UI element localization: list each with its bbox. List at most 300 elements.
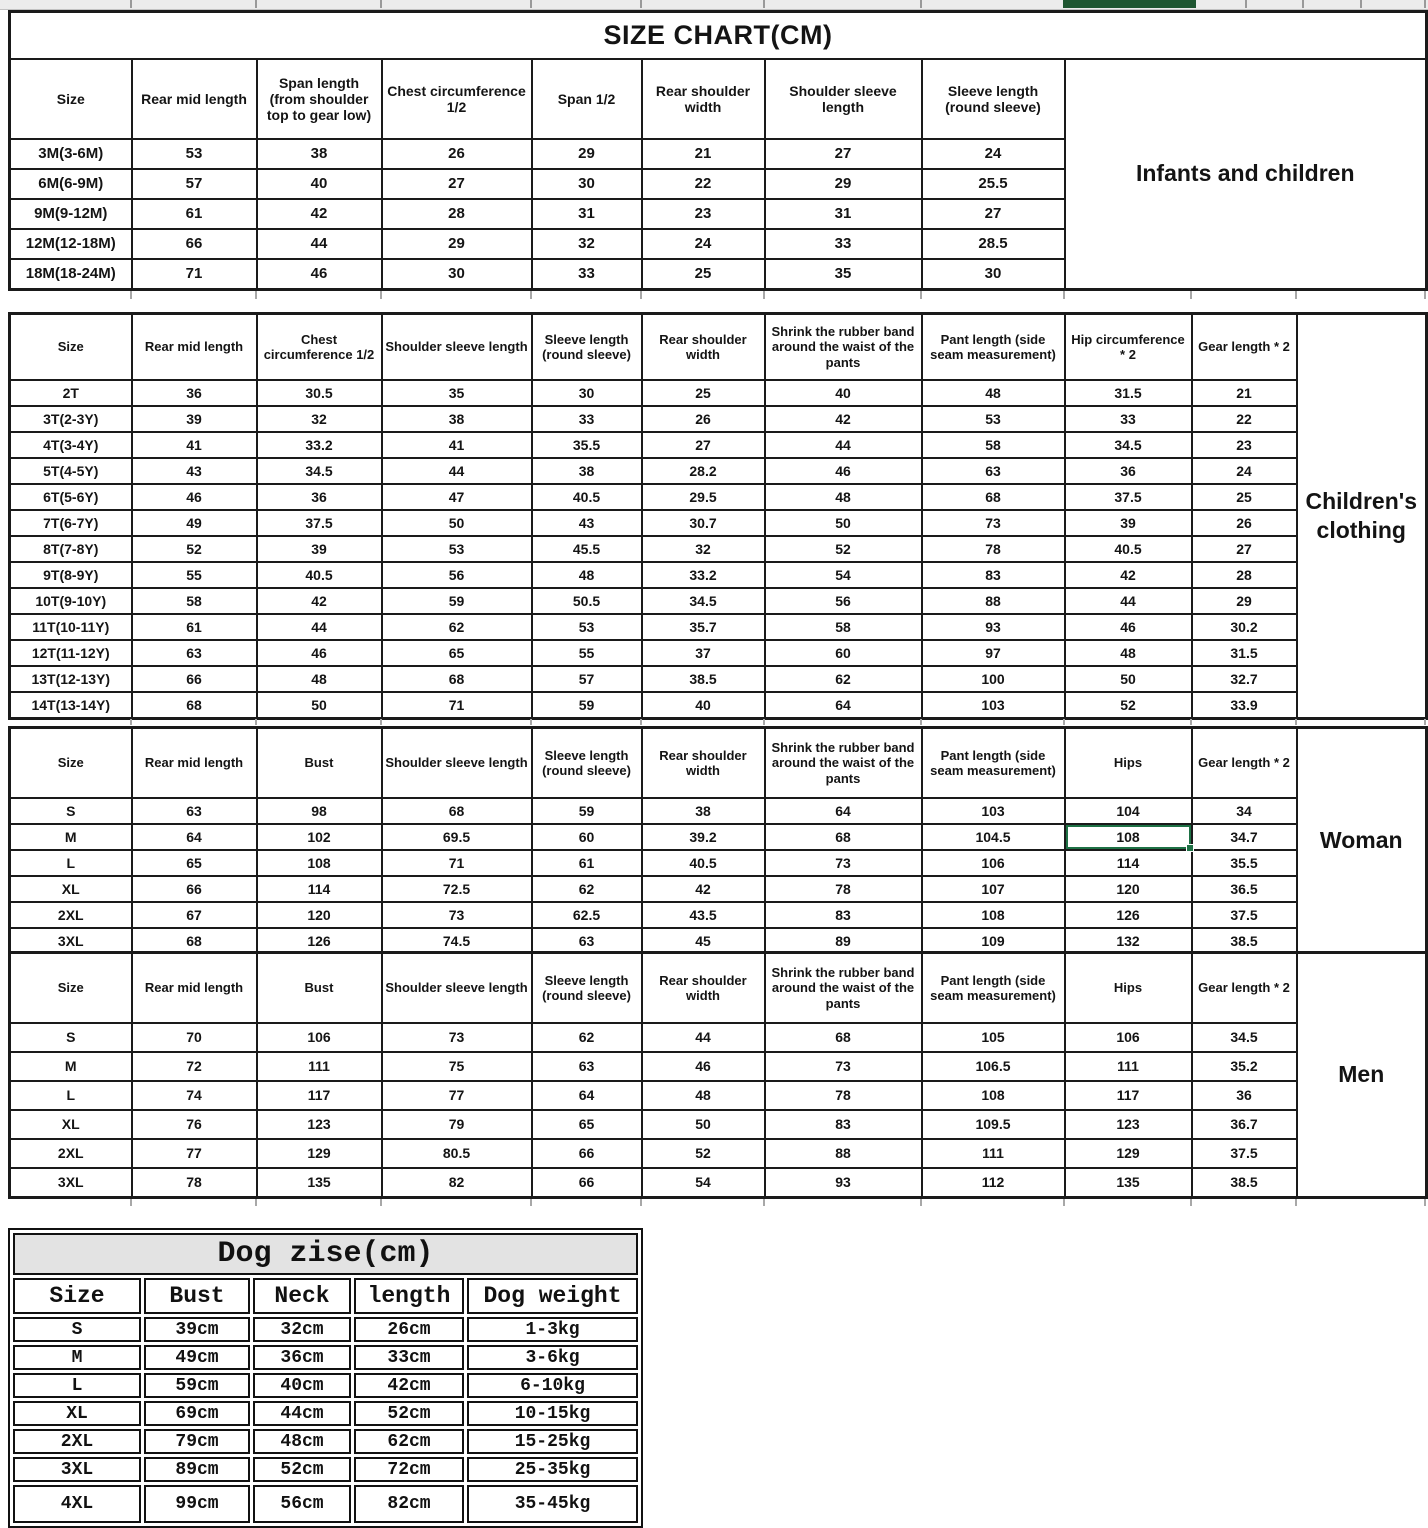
value-cell: 68 — [132, 692, 257, 718]
value-cell: 106.5 — [922, 1052, 1065, 1081]
value-cell: 68 — [765, 824, 922, 850]
value-cell: 46 — [765, 458, 922, 484]
value-cell: 52 — [1065, 692, 1192, 718]
value-cell: 40.5 — [532, 484, 642, 510]
value-cell: 26 — [382, 139, 532, 169]
value-cell: 47 — [382, 484, 532, 510]
size-cell: 8T(7-8Y) — [10, 536, 132, 562]
value-cell: 33.2 — [257, 432, 382, 458]
value-cell: 78 — [765, 876, 922, 902]
size-cell: L — [10, 1081, 132, 1110]
value-cell: 33 — [1065, 406, 1192, 432]
value-cell: 65 — [132, 850, 257, 876]
grid-tick — [1245, 0, 1247, 8]
grid-tick — [530, 291, 532, 299]
size-cell: S — [13, 1317, 141, 1342]
column-header: Pant length (side seam measurement) — [922, 314, 1065, 381]
value-cell: 66 — [132, 876, 257, 902]
size-cell: 3XL — [10, 928, 132, 954]
value-cell: 112 — [922, 1168, 1065, 1197]
value-cell: 63 — [132, 640, 257, 666]
value-cell: 50 — [642, 1110, 765, 1139]
selected-cell: 108 — [1065, 824, 1192, 850]
column-header: Shoulder sleeve length — [382, 953, 532, 1024]
value-cell: 35-45kg — [467, 1485, 638, 1523]
value-cell: 83 — [765, 1110, 922, 1139]
value-cell: 74 — [132, 1081, 257, 1110]
grid-tick — [763, 719, 765, 725]
value-cell: 29 — [765, 169, 922, 199]
value-cell: 123 — [257, 1110, 382, 1139]
column-header: Hips — [1065, 953, 1192, 1024]
grid-tick — [530, 1199, 532, 1206]
value-cell: 25 — [642, 380, 765, 406]
value-cell: 43.5 — [642, 902, 765, 928]
value-cell: 63 — [132, 798, 257, 824]
column-header: Shrink the rubber band around the waist of the pants — [765, 953, 922, 1024]
grid-tick — [1063, 719, 1065, 725]
value-cell: 114 — [257, 876, 382, 902]
value-cell: 40 — [765, 380, 922, 406]
size-cell: S — [10, 798, 132, 824]
value-cell: 89 — [765, 928, 922, 954]
value-cell: 103 — [922, 692, 1065, 718]
value-cell: 30 — [532, 380, 642, 406]
value-cell: 26 — [1192, 510, 1297, 536]
size-cell: L — [10, 850, 132, 876]
value-cell: 41 — [382, 432, 532, 458]
size-cell: 5T(4-5Y) — [10, 458, 132, 484]
value-cell: 54 — [765, 562, 922, 588]
value-cell: 44cm — [253, 1401, 351, 1426]
column-header: Bust — [257, 953, 382, 1024]
grid-tick — [1424, 719, 1426, 725]
column-header: Dog weight — [467, 1278, 638, 1314]
value-cell: 28 — [382, 199, 532, 229]
value-cell: 21 — [642, 139, 765, 169]
value-cell: 38.5 — [642, 666, 765, 692]
value-cell: 109 — [922, 928, 1065, 954]
value-cell: 28.5 — [922, 229, 1065, 259]
value-cell: 99cm — [144, 1485, 250, 1523]
column-header: Size — [13, 1278, 141, 1314]
value-cell: 52 — [132, 536, 257, 562]
grid-tick — [380, 1199, 382, 1206]
value-cell: 10-15kg — [467, 1401, 638, 1426]
column-header: Bust — [257, 728, 382, 799]
value-cell: 58 — [765, 614, 922, 640]
value-cell: 69.5 — [382, 824, 532, 850]
column-header: Rear shoulder width — [642, 59, 765, 139]
value-cell: 97 — [922, 640, 1065, 666]
value-cell: 70 — [132, 1023, 257, 1052]
value-cell: 106 — [257, 1023, 382, 1052]
size-cell: 2XL — [13, 1429, 141, 1454]
value-cell: 28 — [1192, 562, 1297, 588]
value-cell: 76 — [132, 1110, 257, 1139]
column-header: Neck — [253, 1278, 351, 1314]
value-cell: 65 — [532, 1110, 642, 1139]
value-cell: 35.7 — [642, 614, 765, 640]
value-cell: 79cm — [144, 1429, 250, 1454]
value-cell: 60 — [532, 824, 642, 850]
grid-tick — [640, 0, 642, 8]
value-cell: 64 — [765, 798, 922, 824]
value-cell: 24 — [642, 229, 765, 259]
value-cell: 35.5 — [1192, 850, 1297, 876]
value-cell: 126 — [1065, 902, 1192, 928]
value-cell: 22 — [642, 169, 765, 199]
value-cell: 27 — [765, 139, 922, 169]
value-cell: 40.5 — [642, 850, 765, 876]
column-header: Shrink the rubber band around the waist of the pants — [765, 728, 922, 799]
value-cell: 39.2 — [642, 824, 765, 850]
sheet-green-bar — [1063, 0, 1196, 8]
value-cell: 42 — [257, 199, 382, 229]
value-cell: 59 — [382, 588, 532, 614]
value-cell: 62 — [532, 1023, 642, 1052]
value-cell: 27 — [642, 432, 765, 458]
column-header: Shrink the rubber band around the waist of the pants — [765, 314, 922, 381]
value-cell: 33 — [532, 259, 642, 289]
value-cell: 44 — [1065, 588, 1192, 614]
grid-tick — [920, 291, 922, 299]
value-cell: 34.5 — [257, 458, 382, 484]
value-cell: 63 — [532, 928, 642, 954]
value-cell: 30.5 — [257, 380, 382, 406]
value-cell: 50 — [1065, 666, 1192, 692]
grid-tick — [640, 719, 642, 725]
value-cell: 54 — [642, 1168, 765, 1197]
value-cell: 83 — [765, 902, 922, 928]
value-cell: 77 — [382, 1081, 532, 1110]
grid-tick — [130, 291, 132, 299]
column-header: Size — [10, 59, 132, 139]
value-cell: 104.5 — [922, 824, 1065, 850]
value-cell: 106 — [922, 850, 1065, 876]
value-cell: 60 — [765, 640, 922, 666]
grid-tick — [1190, 1199, 1192, 1206]
column-header: Chest circumference 1/2 — [257, 314, 382, 381]
value-cell: 37.5 — [1192, 1139, 1297, 1168]
column-header: Hips — [1065, 728, 1192, 799]
value-cell: 40cm — [253, 1373, 351, 1398]
value-cell: 68 — [922, 484, 1065, 510]
value-cell: 71 — [132, 259, 257, 289]
value-cell: 49cm — [144, 1345, 250, 1370]
value-cell: 123 — [1065, 1110, 1192, 1139]
value-cell: 67 — [132, 902, 257, 928]
value-cell: 62 — [765, 666, 922, 692]
value-cell: 42cm — [354, 1373, 464, 1398]
value-cell: 52 — [765, 536, 922, 562]
value-cell: 111 — [922, 1139, 1065, 1168]
grid-tick — [640, 291, 642, 299]
value-cell: 111 — [1065, 1052, 1192, 1081]
value-cell: 135 — [1065, 1168, 1192, 1197]
spreadsheet-top-strip — [0, 0, 1428, 10]
value-cell: 120 — [257, 902, 382, 928]
value-cell: 48 — [642, 1081, 765, 1110]
value-cell: 31 — [532, 199, 642, 229]
size-cell: M — [13, 1345, 141, 1370]
grid-tick — [1295, 719, 1297, 725]
value-cell: 29 — [1192, 588, 1297, 614]
value-cell: 27 — [922, 199, 1065, 229]
size-cell: 9M(9-12M) — [10, 199, 132, 229]
column-header: Size — [10, 953, 132, 1024]
value-cell: 53 — [382, 536, 532, 562]
column-header: Hip circumference * 2 — [1065, 314, 1192, 381]
value-cell: 56 — [382, 562, 532, 588]
value-cell: 44 — [257, 614, 382, 640]
value-cell: 46 — [642, 1052, 765, 1081]
value-cell: 39 — [1065, 510, 1192, 536]
value-cell: 69cm — [144, 1401, 250, 1426]
value-cell: 39cm — [144, 1317, 250, 1342]
value-cell: 55 — [532, 640, 642, 666]
value-cell: 24 — [1192, 458, 1297, 484]
grid-tick — [530, 719, 532, 725]
value-cell: 52cm — [354, 1401, 464, 1426]
size-cell: 2T — [10, 380, 132, 406]
value-cell: 68 — [132, 928, 257, 954]
value-cell: 39 — [257, 536, 382, 562]
men-size-table — [8, 951, 1428, 1199]
column-header: Pant length (side seam measurement) — [922, 728, 1065, 799]
value-cell: 40.5 — [257, 562, 382, 588]
value-cell: 33.2 — [642, 562, 765, 588]
value-cell: 56 — [765, 588, 922, 614]
value-cell: 25 — [642, 259, 765, 289]
column-header: Rear mid length — [132, 314, 257, 381]
value-cell: 32cm — [253, 1317, 351, 1342]
grid-tick — [530, 0, 532, 8]
column-header: Gear length * 2 — [1192, 728, 1297, 799]
value-cell: 23 — [642, 199, 765, 229]
value-cell: 25 — [1192, 484, 1297, 510]
value-cell: 31.5 — [1192, 640, 1297, 666]
value-cell: 68 — [382, 798, 532, 824]
column-header: Gear length * 2 — [1192, 314, 1297, 381]
value-cell: 36.7 — [1192, 1110, 1297, 1139]
value-cell: 37.5 — [1192, 902, 1297, 928]
value-cell: 27 — [382, 169, 532, 199]
size-cell: XL — [10, 876, 132, 902]
value-cell: 32 — [642, 536, 765, 562]
value-cell: 129 — [257, 1139, 382, 1168]
grid-tick — [130, 719, 132, 725]
value-cell: 27 — [1192, 536, 1297, 562]
value-cell: 34.7 — [1192, 824, 1297, 850]
value-cell: 103 — [922, 798, 1065, 824]
value-cell: 57 — [532, 666, 642, 692]
value-cell: 33cm — [354, 1345, 464, 1370]
value-cell: 38 — [382, 406, 532, 432]
value-cell: 33 — [532, 406, 642, 432]
value-cell: 89cm — [144, 1457, 250, 1482]
size-cell: 4T(3-4Y) — [10, 432, 132, 458]
size-cell: 3T(2-3Y) — [10, 406, 132, 432]
value-cell: 68 — [382, 666, 532, 692]
table-title: Dog zise(cm) — [13, 1233, 638, 1275]
value-cell: 59 — [532, 798, 642, 824]
value-cell: 42 — [1065, 562, 1192, 588]
value-cell: 30 — [532, 169, 642, 199]
grid-tick — [1063, 291, 1065, 299]
value-cell: 64 — [765, 692, 922, 718]
value-cell: 78 — [765, 1081, 922, 1110]
value-cell: 36 — [1192, 1081, 1297, 1110]
value-cell: 36cm — [253, 1345, 351, 1370]
selection-fill-handle — [1186, 844, 1194, 852]
value-cell: 93 — [765, 1168, 922, 1197]
size-cell: XL — [10, 1110, 132, 1139]
size-cell: 2XL — [10, 902, 132, 928]
value-cell: 30 — [922, 259, 1065, 289]
column-header: Shoulder sleeve length — [382, 728, 532, 799]
value-cell: 38.5 — [1192, 1168, 1297, 1197]
grid-tick — [130, 0, 132, 8]
size-cell: 11T(10-11Y) — [10, 614, 132, 640]
size-cell: S — [10, 1023, 132, 1052]
grid-tick — [763, 1199, 765, 1206]
grid-tick — [255, 291, 257, 299]
column-header: Shoulder sleeve length — [382, 314, 532, 381]
value-cell: 36 — [257, 484, 382, 510]
column-header: Sleeve length (round sleeve) — [532, 953, 642, 1024]
column-header: length — [354, 1278, 464, 1314]
value-cell: 37 — [642, 640, 765, 666]
value-cell: 66 — [132, 229, 257, 259]
value-cell: 75 — [382, 1052, 532, 1081]
value-cell: 36 — [1065, 458, 1192, 484]
woman-size-table — [8, 726, 1428, 956]
value-cell: 48 — [1065, 640, 1192, 666]
value-cell: 50 — [765, 510, 922, 536]
value-cell: 108 — [922, 902, 1065, 928]
size-cell: 2XL — [10, 1139, 132, 1168]
value-cell: 52cm — [253, 1457, 351, 1482]
value-cell: 68 — [765, 1023, 922, 1052]
value-cell: 36 — [132, 380, 257, 406]
column-header: Pant length (side seam measurement) — [922, 953, 1065, 1024]
value-cell: 66 — [132, 666, 257, 692]
column-header: Rear mid length — [132, 728, 257, 799]
value-cell: 59 — [532, 692, 642, 718]
value-cell: 62cm — [354, 1429, 464, 1454]
value-cell: 34.5 — [642, 588, 765, 614]
value-cell: 56cm — [253, 1485, 351, 1523]
value-cell: 34 — [1192, 798, 1297, 824]
value-cell: 88 — [765, 1139, 922, 1168]
column-header: Rear shoulder width — [642, 728, 765, 799]
column-header: Rear mid length — [132, 59, 257, 139]
value-cell: 73 — [922, 510, 1065, 536]
value-cell: 126 — [257, 928, 382, 954]
value-cell: 30.7 — [642, 510, 765, 536]
grid-tick — [1424, 0, 1426, 8]
value-cell: 46 — [1065, 614, 1192, 640]
value-cell: 105 — [922, 1023, 1065, 1052]
group-label: Men — [1297, 953, 1427, 1198]
value-cell: 72cm — [354, 1457, 464, 1482]
grid-tick — [130, 1199, 132, 1206]
value-cell: 3-6kg — [467, 1345, 638, 1370]
size-cell: 3M(3-6M) — [10, 139, 132, 169]
value-cell: 73 — [382, 902, 532, 928]
value-cell: 34.5 — [1065, 432, 1192, 458]
size-cell: 9T(8-9Y) — [10, 562, 132, 588]
value-cell: 117 — [257, 1081, 382, 1110]
value-cell: 43 — [532, 510, 642, 536]
column-header: Chest circumference 1/2 — [382, 59, 532, 139]
value-cell: 53 — [922, 406, 1065, 432]
value-cell: 49 — [132, 510, 257, 536]
value-cell: 63 — [532, 1052, 642, 1081]
value-cell: 109.5 — [922, 1110, 1065, 1139]
size-cell: 13T(12-13Y) — [10, 666, 132, 692]
value-cell: 34.5 — [1192, 1023, 1297, 1052]
value-cell: 104 — [1065, 798, 1192, 824]
grid-tick — [920, 719, 922, 725]
value-cell: 48 — [257, 666, 382, 692]
value-cell: 98 — [257, 798, 382, 824]
value-cell: 50.5 — [532, 588, 642, 614]
value-cell: 57 — [132, 169, 257, 199]
grid-tick — [380, 291, 382, 299]
value-cell: 21 — [1192, 380, 1297, 406]
grid-tick — [255, 1199, 257, 1206]
value-cell: 30.2 — [1192, 614, 1297, 640]
value-cell: 48 — [922, 380, 1065, 406]
value-cell: 77 — [132, 1139, 257, 1168]
value-cell: 58 — [132, 588, 257, 614]
column-header: Span 1/2 — [532, 59, 642, 139]
value-cell: 40.5 — [1065, 536, 1192, 562]
column-header: Size — [10, 728, 132, 799]
size-cell: 18M(18-24M) — [10, 259, 132, 289]
value-cell: 66 — [532, 1168, 642, 1197]
value-cell: 135 — [257, 1168, 382, 1197]
value-cell: 32.7 — [1192, 666, 1297, 692]
value-cell: 100 — [922, 666, 1065, 692]
grid-tick — [1424, 1199, 1426, 1206]
value-cell: 6-10kg — [467, 1373, 638, 1398]
size-cell: 14T(13-14Y) — [10, 692, 132, 718]
value-cell: 45 — [642, 928, 765, 954]
value-cell: 72.5 — [382, 876, 532, 902]
grid-tick — [1295, 291, 1297, 299]
value-cell: 37.5 — [1065, 484, 1192, 510]
size-cell: 3XL — [13, 1457, 141, 1482]
size-cell: 12M(12-18M) — [10, 229, 132, 259]
value-cell: 78 — [922, 536, 1065, 562]
grid-tick — [763, 291, 765, 299]
value-cell: 38 — [642, 798, 765, 824]
children-size-table — [8, 312, 1428, 720]
value-cell: 73 — [765, 1052, 922, 1081]
value-cell: 55 — [132, 562, 257, 588]
grid-tick — [920, 0, 922, 8]
value-cell: 31.5 — [1065, 380, 1192, 406]
value-cell: 32 — [257, 406, 382, 432]
value-cell: 74.5 — [382, 928, 532, 954]
grid-tick — [1302, 0, 1304, 8]
value-cell: 25-35kg — [467, 1457, 638, 1482]
value-cell: 83 — [922, 562, 1065, 588]
size-cell: XL — [13, 1401, 141, 1426]
